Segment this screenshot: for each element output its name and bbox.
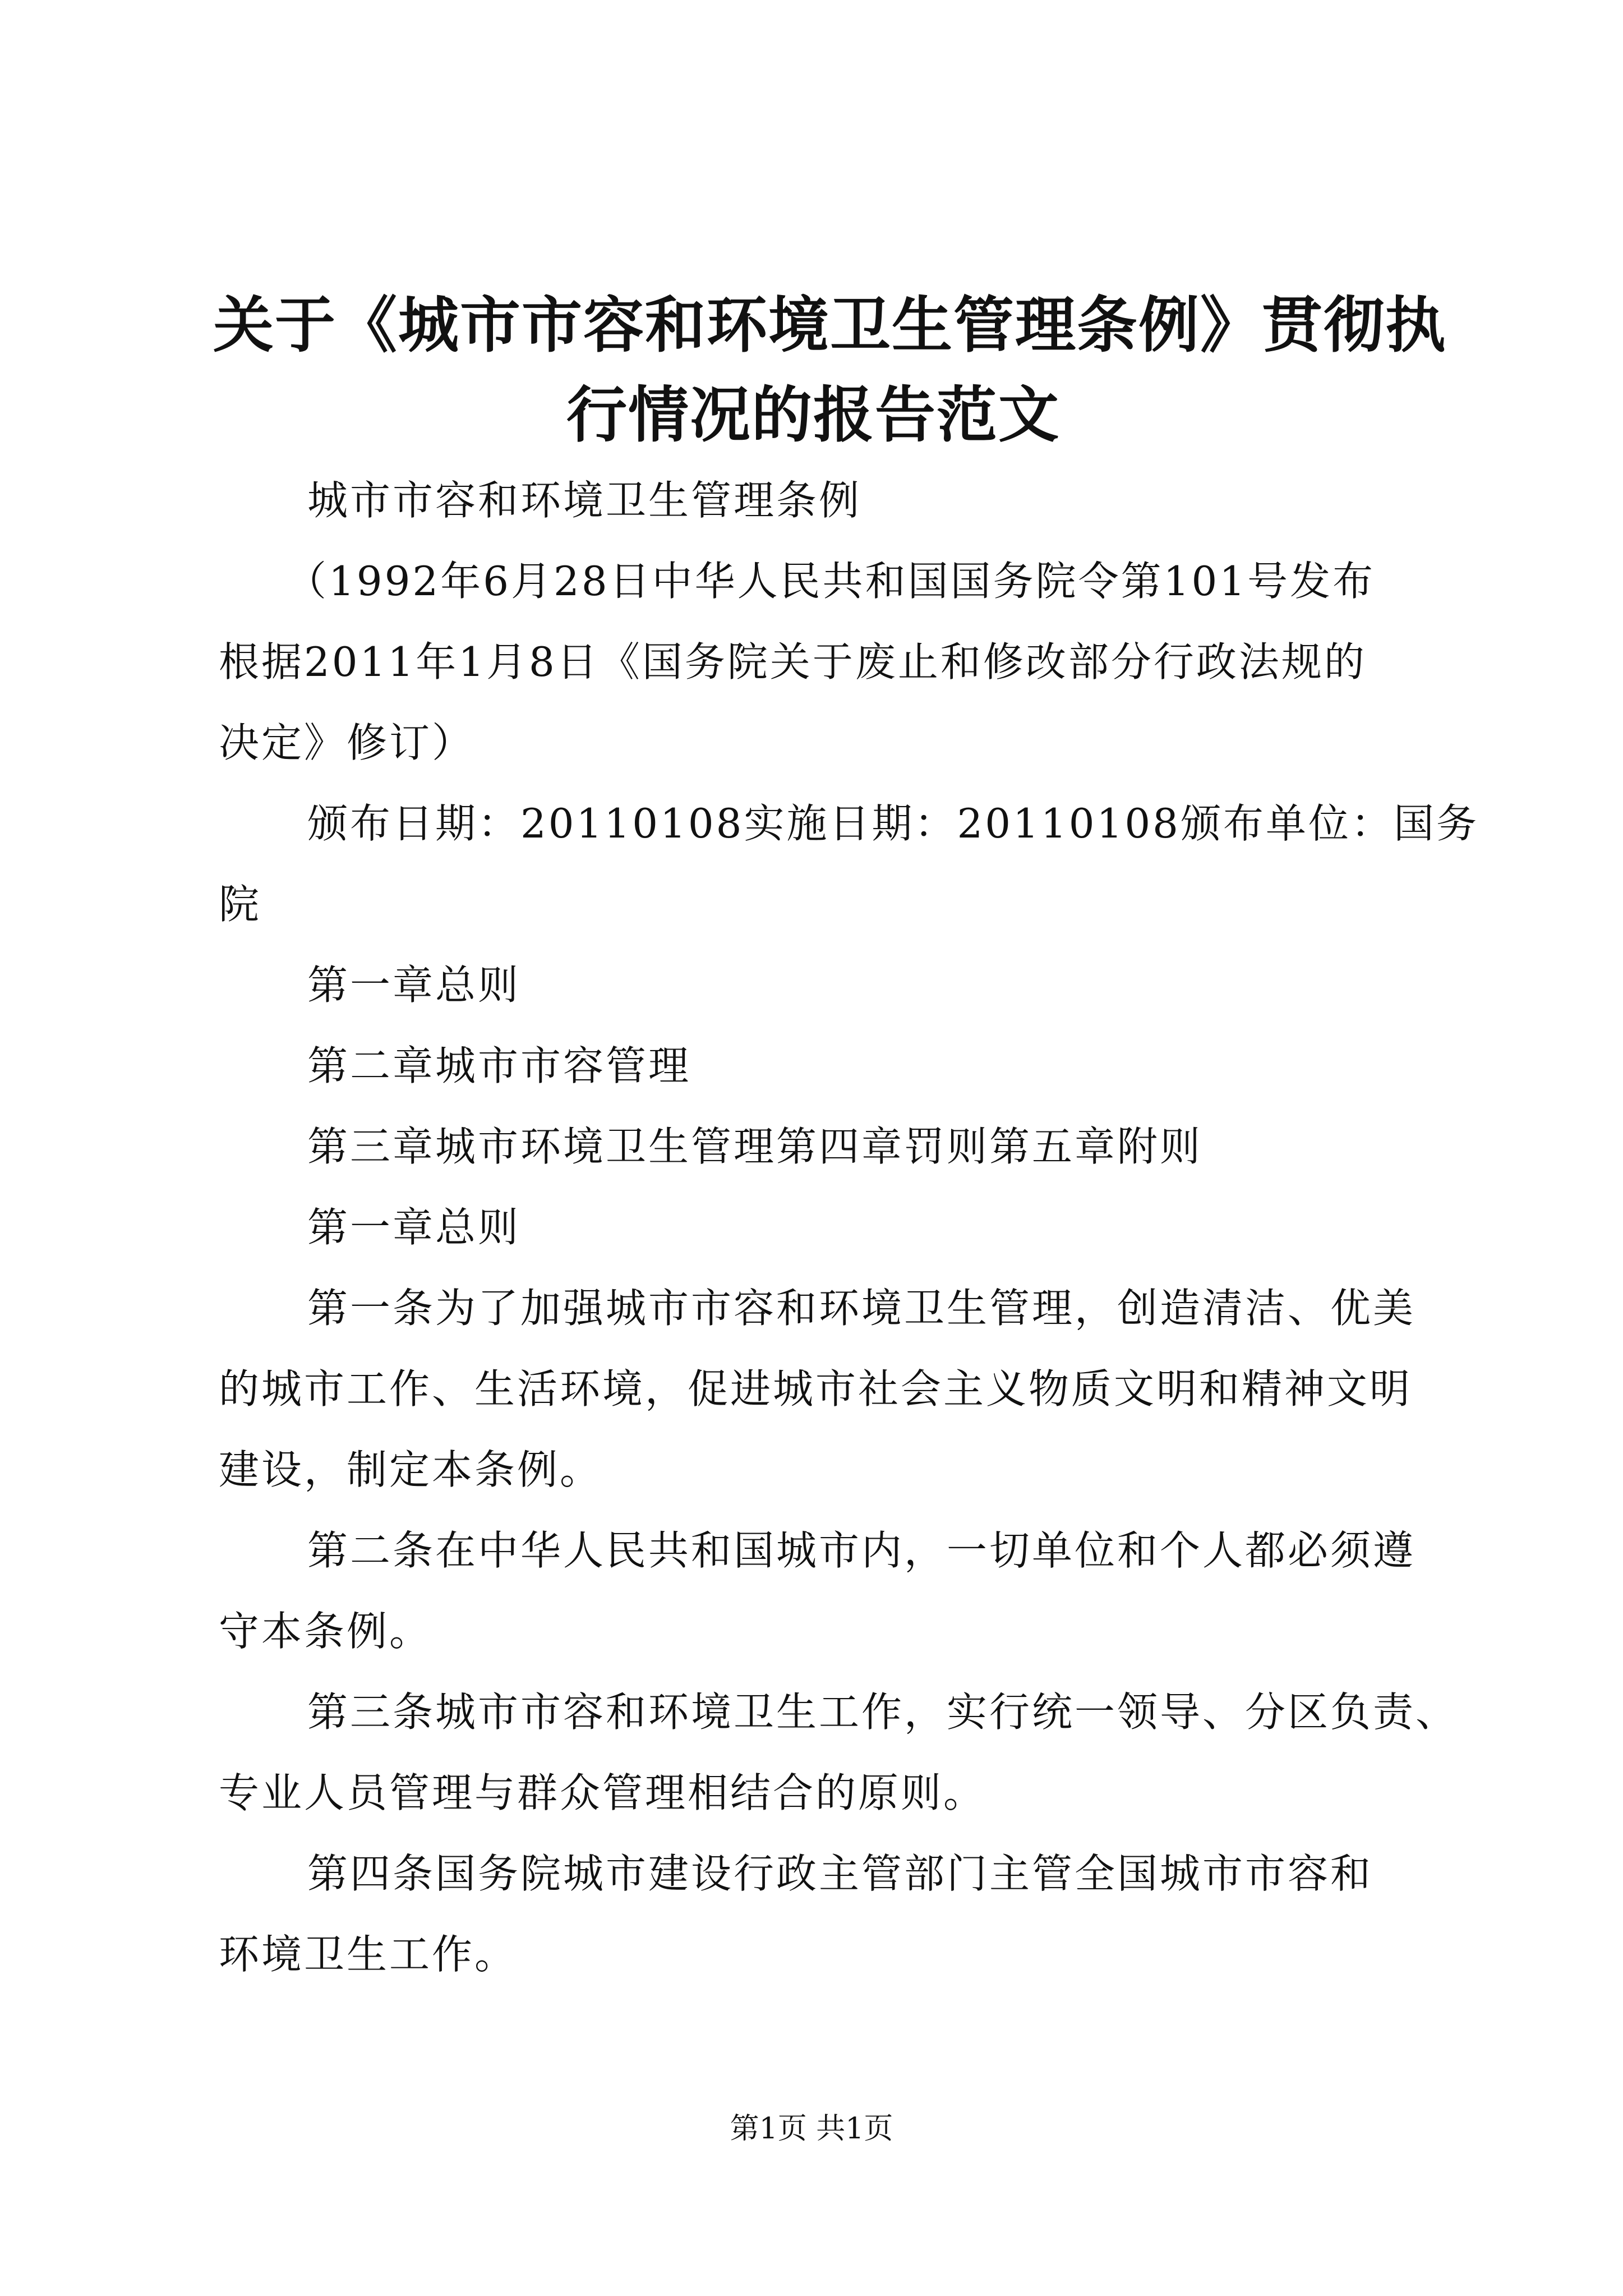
text-line: 第二条在中华人民共和国城市内，一切单位和个人都必须遵 [307, 1527, 1416, 1574]
text-line: 第三条城市市容和环境卫生工作，实行统一领导、分区负责、 [307, 1688, 1459, 1736]
paragraph-article-3 [219, 1672, 1459, 1833]
paragraph-regulation-name [219, 460, 1424, 541]
text-line: 决定》修订） [219, 719, 475, 766]
paragraph-dates [219, 783, 1479, 945]
paragraph-chapter-1-heading [219, 1187, 1424, 1268]
text-line: 院 [219, 881, 262, 928]
document-title [213, 280, 1447, 460]
text-line: 守本条例。 [219, 1608, 432, 1655]
page-footer: 第1页 共1页 [730, 2112, 893, 2146]
text-line: 环境卫生工作。 [219, 1931, 518, 1978]
paragraph-article-1 [219, 1268, 1424, 1510]
text-line: （1992年6月28日中华人民共和国国务院令第101号发布 [286, 558, 1376, 605]
text-line: 第二章城市市容管理 [307, 1042, 691, 1089]
text-line: 第四条国务院城市建设行政主管部门主管全国城市市容和 [307, 1850, 1373, 1897]
text-line: 第三章城市环境卫生管理第四章罚则第五章附则 [307, 1123, 1203, 1170]
document-body [219, 460, 1479, 1995]
text-line: 建设，制定本条例。 [219, 1446, 603, 1493]
text-line: 城市市容和环境卫生管理条例 [307, 477, 862, 524]
paragraph-article-4 [219, 1833, 1424, 1995]
title-line-1: 关于《城市市容和环境卫生管理条例》贯彻执 [213, 290, 1447, 361]
text-line: 第一章总则 [307, 1204, 521, 1251]
text-line: 专业人员管理与群众管理相结合的原则。 [219, 1769, 986, 1816]
title-line-2: 行情况的报告范文 [566, 380, 1060, 450]
paragraph-chapter-1 [219, 945, 1424, 1025]
paragraph-chapter-3-5 [219, 1106, 1424, 1187]
text-line: 第一条为了加强城市市容和环境卫生管理，创造清洁、优美 [307, 1285, 1416, 1332]
text-line: 根据2011年1月8日《国务院关于废止和修改部分行政法规的 [219, 638, 1367, 685]
paragraph-chapter-2 [219, 1025, 1424, 1106]
paragraph-article-2 [219, 1510, 1424, 1672]
paragraph-issuance-note [219, 541, 1424, 783]
text-line: 第一章总则 [307, 961, 521, 1009]
text-line: 颁布日期：20110108实施日期：20110108颁布单位：国务 [307, 800, 1479, 847]
text-line: 的城市工作、生活环境，促进城市社会主义物质文明和精神文明 [219, 1365, 1413, 1412]
